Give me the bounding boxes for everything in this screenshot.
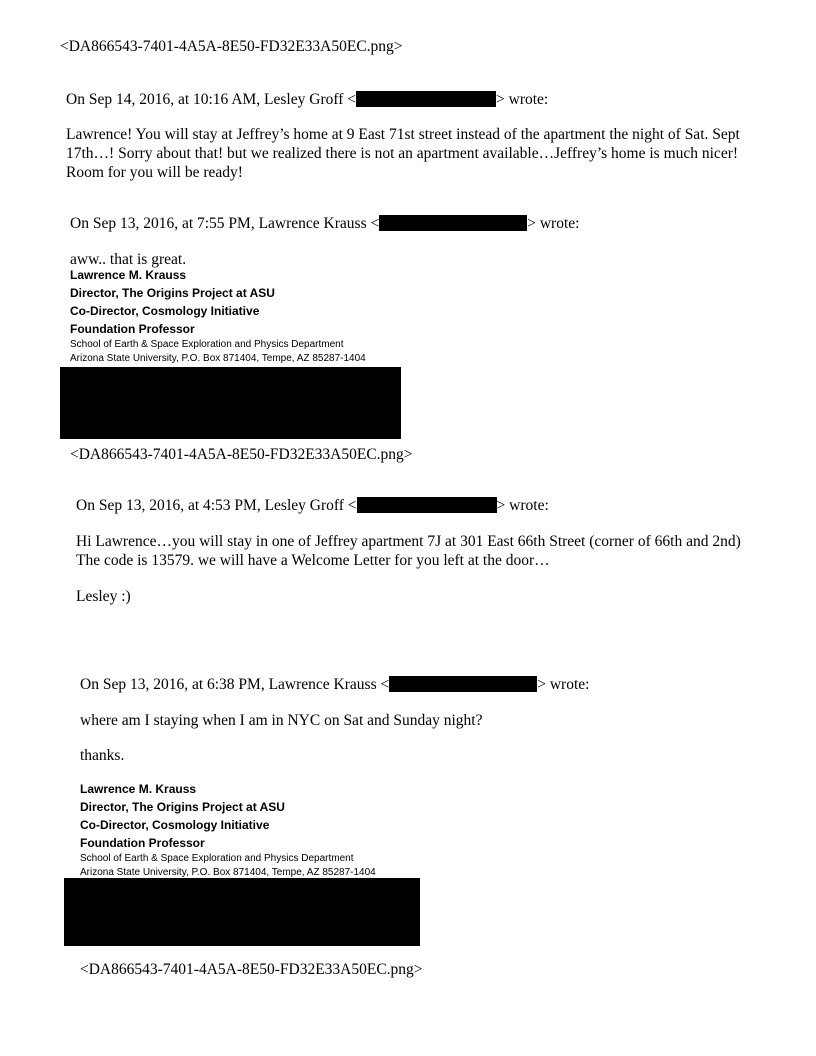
- redacted-email: [356, 91, 496, 107]
- msg4-header-suffix: > wrote:: [537, 676, 590, 693]
- sig-name: Lawrence M. Krauss: [80, 782, 197, 796]
- redacted-email: [379, 215, 527, 231]
- msg2-header-suffix: > wrote:: [527, 215, 580, 232]
- msg1-header-prefix: On Sep 14, 2016, at 10:16 AM, Lesley Groff <: [66, 91, 357, 108]
- redacted-block: [64, 878, 420, 946]
- msg1-header: [66, 90, 548, 109]
- redacted-email: [357, 497, 497, 513]
- msg3-header: [76, 496, 549, 515]
- sig-title: Director, The Origins Project at ASU: [70, 286, 275, 300]
- sig-title: Foundation Professor: [80, 836, 205, 850]
- msg2-header: [70, 214, 579, 233]
- msg1-body: Lawrence! You will stay at Jeffrey’s home at 9 East 71st street instead of the apartment the night of Sat. Sept 17th…! Sorry about that! but we realized there is not an apartment available…Jeffrey’s home is much nicer! Room for you will be ready!: [66, 126, 740, 181]
- msg3-header-prefix: On Sep 13, 2016, at 4:53 PM, Lesley Groff <: [76, 497, 357, 514]
- sig-name: Lawrence M. Krauss: [70, 268, 187, 282]
- msg4-thanks: thanks.: [80, 747, 125, 764]
- msg4-header-prefix: On Sep 13, 2016, at 6:38 PM, Lawrence Krauss <: [80, 676, 390, 693]
- msg2-attachment-filename: <DA866543-7401-4A5A-8E50-FD32E33A50EC.png>: [70, 446, 413, 463]
- msg4-signature: [80, 780, 376, 880]
- attachment-filename-top: <DA866543-7401-4A5A-8E50-FD32E33A50EC.png>: [60, 38, 403, 55]
- sig-title: Director, The Origins Project at ASU: [80, 800, 285, 814]
- msg4-attachment-filename: <DA866543-7401-4A5A-8E50-FD32E33A50EC.png>: [80, 961, 423, 978]
- msg1-header-suffix: > wrote:: [496, 91, 549, 108]
- sig-title: Co-Director, Cosmology Initiative: [70, 304, 260, 318]
- msg4-body: where am I staying when I am in NYC on Sat and Sunday night?: [80, 712, 483, 729]
- redacted-email: [389, 676, 537, 692]
- msg2-body: aww.. that is great.: [70, 251, 187, 268]
- msg2-header-prefix: On Sep 13, 2016, at 7:55 PM, Lawrence Krauss <: [70, 215, 380, 232]
- sig-address: Arizona State University, P.O. Box 871404, Tempe, AZ 85287-1404: [80, 867, 376, 878]
- sig-department: School of Earth & Space Exploration and Physics Department: [70, 339, 344, 350]
- redacted-block: [60, 367, 401, 439]
- msg3-body: Hi Lawrence…you will stay in one of Jeffrey apartment 7J at 301 East 66th Street (corner of 66th and 2nd) The code is 13579. we will have a Welcome Letter for you left at the door…: [76, 533, 741, 569]
- msg3-closing: Lesley :): [76, 588, 131, 605]
- sig-title: Co-Director, Cosmology Initiative: [80, 818, 270, 832]
- sig-department: School of Earth & Space Exploration and Physics Department: [80, 853, 354, 864]
- msg4-header: [80, 675, 589, 694]
- msg2-signature: [70, 266, 366, 366]
- sig-address: Arizona State University, P.O. Box 871404, Tempe, AZ 85287-1404: [70, 353, 366, 364]
- msg3-header-suffix: > wrote:: [496, 497, 549, 514]
- sig-title: Foundation Professor: [70, 322, 195, 336]
